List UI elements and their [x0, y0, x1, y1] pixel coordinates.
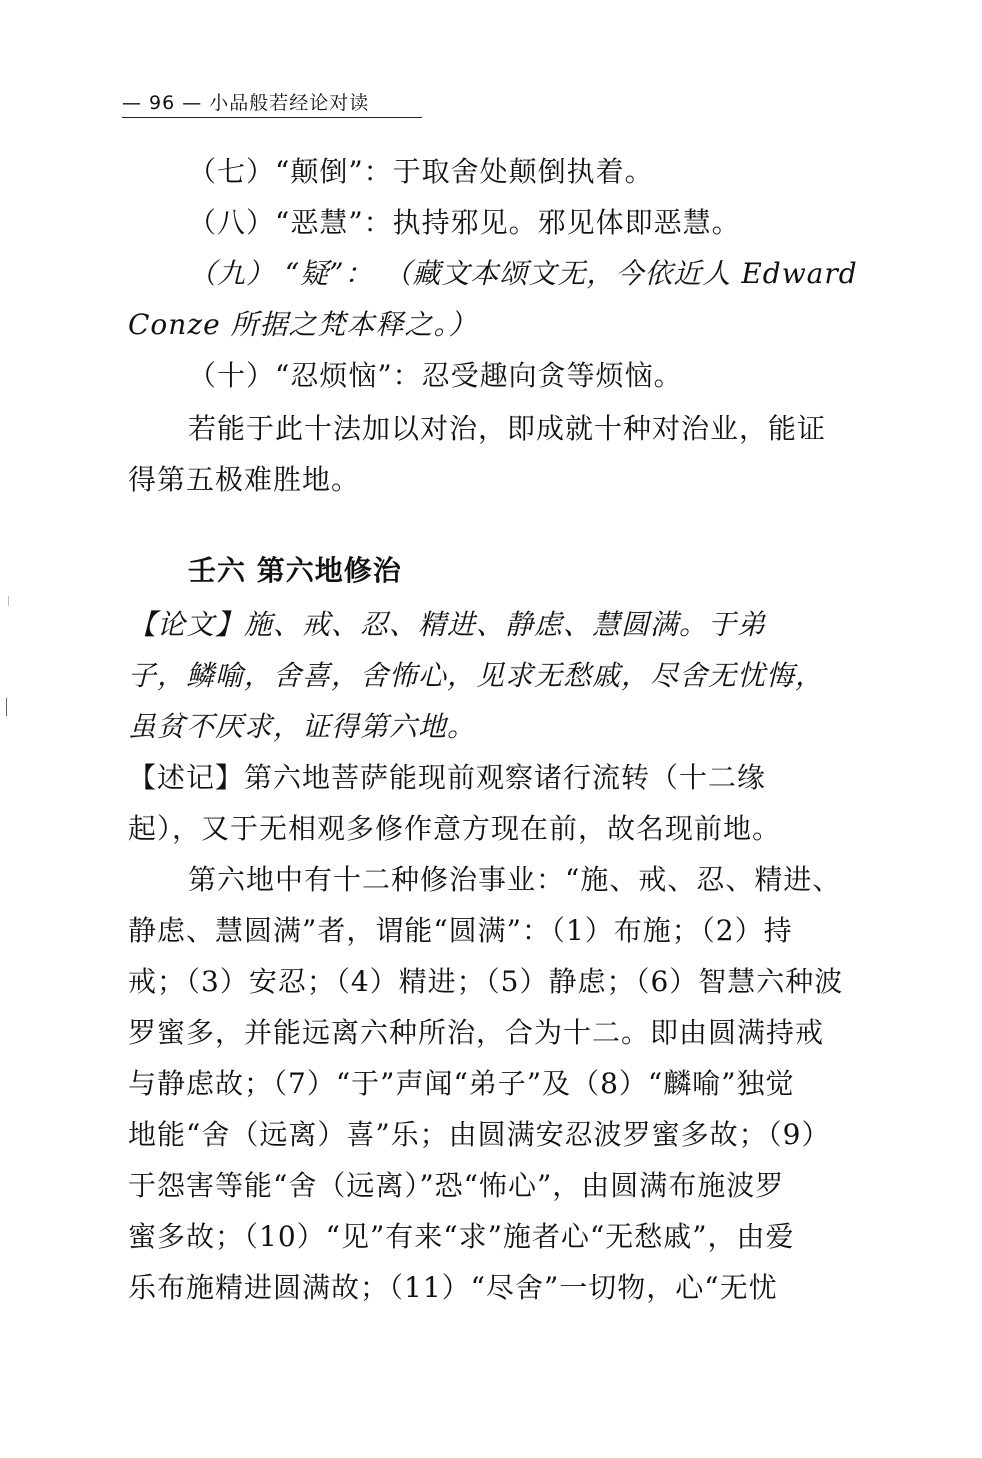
- text-line: 【论文】施、戒、忍、精进、静虑、慧圆满。于弟: [128, 608, 767, 641]
- text-line: 子，鳞喻，舍喜，舍怖心，见求无愁戚，尽舍无忧悔，: [128, 659, 825, 692]
- text-line: 若能于此十法加以对治，即成就十种对治业，能证: [188, 412, 827, 445]
- text-line: （八）“恶慧”：执持邪见。邪见体即恶慧。: [188, 206, 741, 239]
- text-line: 戒；（3）安忍；（4）精进；（5）静虑；（6）智慧六种波: [128, 965, 844, 998]
- running-header: — 96 — 小品般若经论对读: [122, 92, 370, 114]
- text-line: （七）“颠倒”：于取舍处颠倒执着。: [188, 155, 654, 188]
- text-line: 乐布施精进圆满故；（11）“尽舍”一切物，心“无忧: [128, 1271, 778, 1304]
- text-line: 地能“舍（远离）喜”乐；由圆满安忍波罗蜜多故；（9）: [128, 1118, 831, 1151]
- text-line: Conze 所据之梵本释之。）: [128, 308, 478, 341]
- text-line: 与静虑故；（7）“于”声闻“弟子”及（8）“麟喻”独觉: [128, 1067, 795, 1100]
- text-line: 于怨害等能“舍（远离）”恐“怖心”，由圆满布施波罗: [128, 1169, 785, 1202]
- text-line: （九） “疑”： （藏文本颂文无，今依近人 Edward: [188, 257, 858, 290]
- scan-edge-mark: [6, 698, 7, 716]
- header-rule: [122, 117, 422, 118]
- scan-edge-mark: [8, 596, 9, 606]
- text-line: 蜜多故；（10）“见”有来“求”施者心“无愁戚”，由爱: [128, 1220, 795, 1253]
- text-line: （十）“忍烦恼”：忍受趣向贪等烦恼。: [188, 359, 683, 392]
- text-line: 第六地中有十二种修治事业：“施、戒、忍、精进、: [188, 863, 842, 896]
- text-line: 静虑、慧圆满”者，谓能“圆满”：（1）布施；（2）持: [128, 914, 793, 947]
- section-heading: 壬六 第六地修治: [188, 554, 402, 587]
- text-line: 得第五极难胜地。: [128, 463, 361, 496]
- text-line: 虽贫不厌求，证得第六地。: [128, 710, 477, 743]
- text-line: 起），又于无相观多修作意方现在前，故名现前地。: [128, 812, 782, 845]
- text-line: 罗蜜多，并能远离六种所治，合为十二。即由圆满持戒: [128, 1016, 825, 1049]
- text-line: 【述记】第六地菩萨能现前观察诸行流转（十二缘: [128, 761, 767, 794]
